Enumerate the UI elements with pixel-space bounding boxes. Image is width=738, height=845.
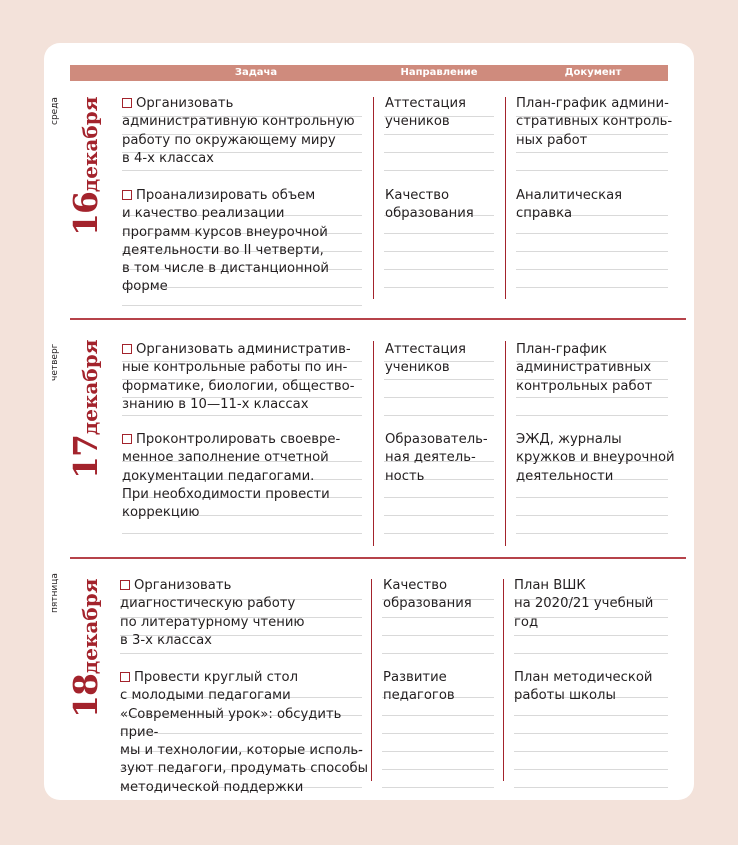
task-text: Организовать диагностическую работу по литературному чтению в 3-х классах — [120, 578, 305, 648]
task-direction: Качество образования — [383, 578, 472, 612]
task-item — [122, 431, 372, 522]
task-checkbox[interactable] — [122, 98, 132, 108]
day-17 — [44, 341, 694, 561]
weekday-label: четверг — [50, 343, 60, 381]
task-text: Провести круглый стол с молодыми педагогами «Современный урок»: обсудить прие- мы и технологии, которые исполь- зуют педагоги, продумать способы методической поддержки — [120, 670, 369, 795]
task-document: Аналитическая справка — [516, 188, 623, 222]
column-divider — [373, 97, 374, 299]
date-label — [66, 579, 105, 719]
date-day: 18 — [66, 674, 105, 718]
task-document: План ВШК на 2020/21 учебный год — [514, 578, 654, 630]
task-text: Проконтролировать своевре- менное заполнение отчетной документации педагогами. При необходимости провести коррекцию — [122, 432, 341, 521]
date-month: декабря — [78, 96, 102, 193]
task-document: ЭЖД, журналы кружков и внеурочной деятельности — [516, 432, 675, 484]
task-text: Организовать административную контрольную работу по окружающему миру в 4-х классах — [122, 96, 355, 166]
date-label — [66, 97, 105, 237]
column-divider — [503, 579, 504, 781]
day-18 — [44, 573, 694, 795]
task-text: Организовать административ- ные контрольные работы по ин- форматике, биологии, общество- знанию в 10—11-х классах — [122, 342, 355, 412]
task-document: План-график админи- стративных контроль- ных работ — [516, 96, 673, 148]
header-document: Документ — [564, 67, 622, 78]
task-checkbox[interactable] — [120, 580, 130, 590]
header-task: Задача — [234, 67, 278, 78]
task-item — [122, 187, 372, 297]
date-day: 16 — [66, 192, 105, 236]
date-day: 17 — [66, 435, 105, 479]
date-month: декабря — [78, 578, 102, 675]
weekday-label: пятница — [50, 573, 60, 613]
date-label — [66, 340, 105, 480]
task-item — [122, 95, 372, 168]
task-document: План методической работы школы — [514, 670, 653, 704]
header-direction: Направление — [400, 67, 478, 78]
task-checkbox[interactable] — [120, 672, 130, 682]
table-header — [70, 65, 668, 81]
task-item — [120, 669, 370, 797]
task-item — [120, 577, 370, 650]
column-divider — [505, 341, 506, 546]
day-divider — [70, 557, 686, 559]
column-divider — [373, 341, 374, 546]
task-item — [122, 341, 372, 414]
task-document: План-график административных контрольных работ — [516, 342, 653, 394]
task-direction: Развитие педагогов — [383, 670, 455, 704]
task-text: Проанализировать объем и качество реализации программ курсов внеурочной деятельности во II четверти, в том числе в дистанционной форме — [122, 188, 329, 295]
day-divider — [70, 318, 686, 320]
task-checkbox[interactable] — [122, 434, 132, 444]
task-direction: Аттестация учеников — [385, 342, 466, 376]
day-16 — [44, 91, 694, 319]
planner-card — [44, 43, 694, 800]
column-divider — [505, 97, 506, 299]
date-month: декабря — [78, 339, 102, 436]
task-direction: Образователь- ная деятель- ность — [385, 432, 488, 484]
task-direction: Качество образования — [385, 188, 474, 222]
task-checkbox[interactable] — [122, 344, 132, 354]
task-checkbox[interactable] — [122, 190, 132, 200]
column-divider — [371, 579, 372, 781]
weekday-label: среда — [50, 97, 60, 125]
task-direction: Аттестация учеников — [385, 96, 466, 130]
